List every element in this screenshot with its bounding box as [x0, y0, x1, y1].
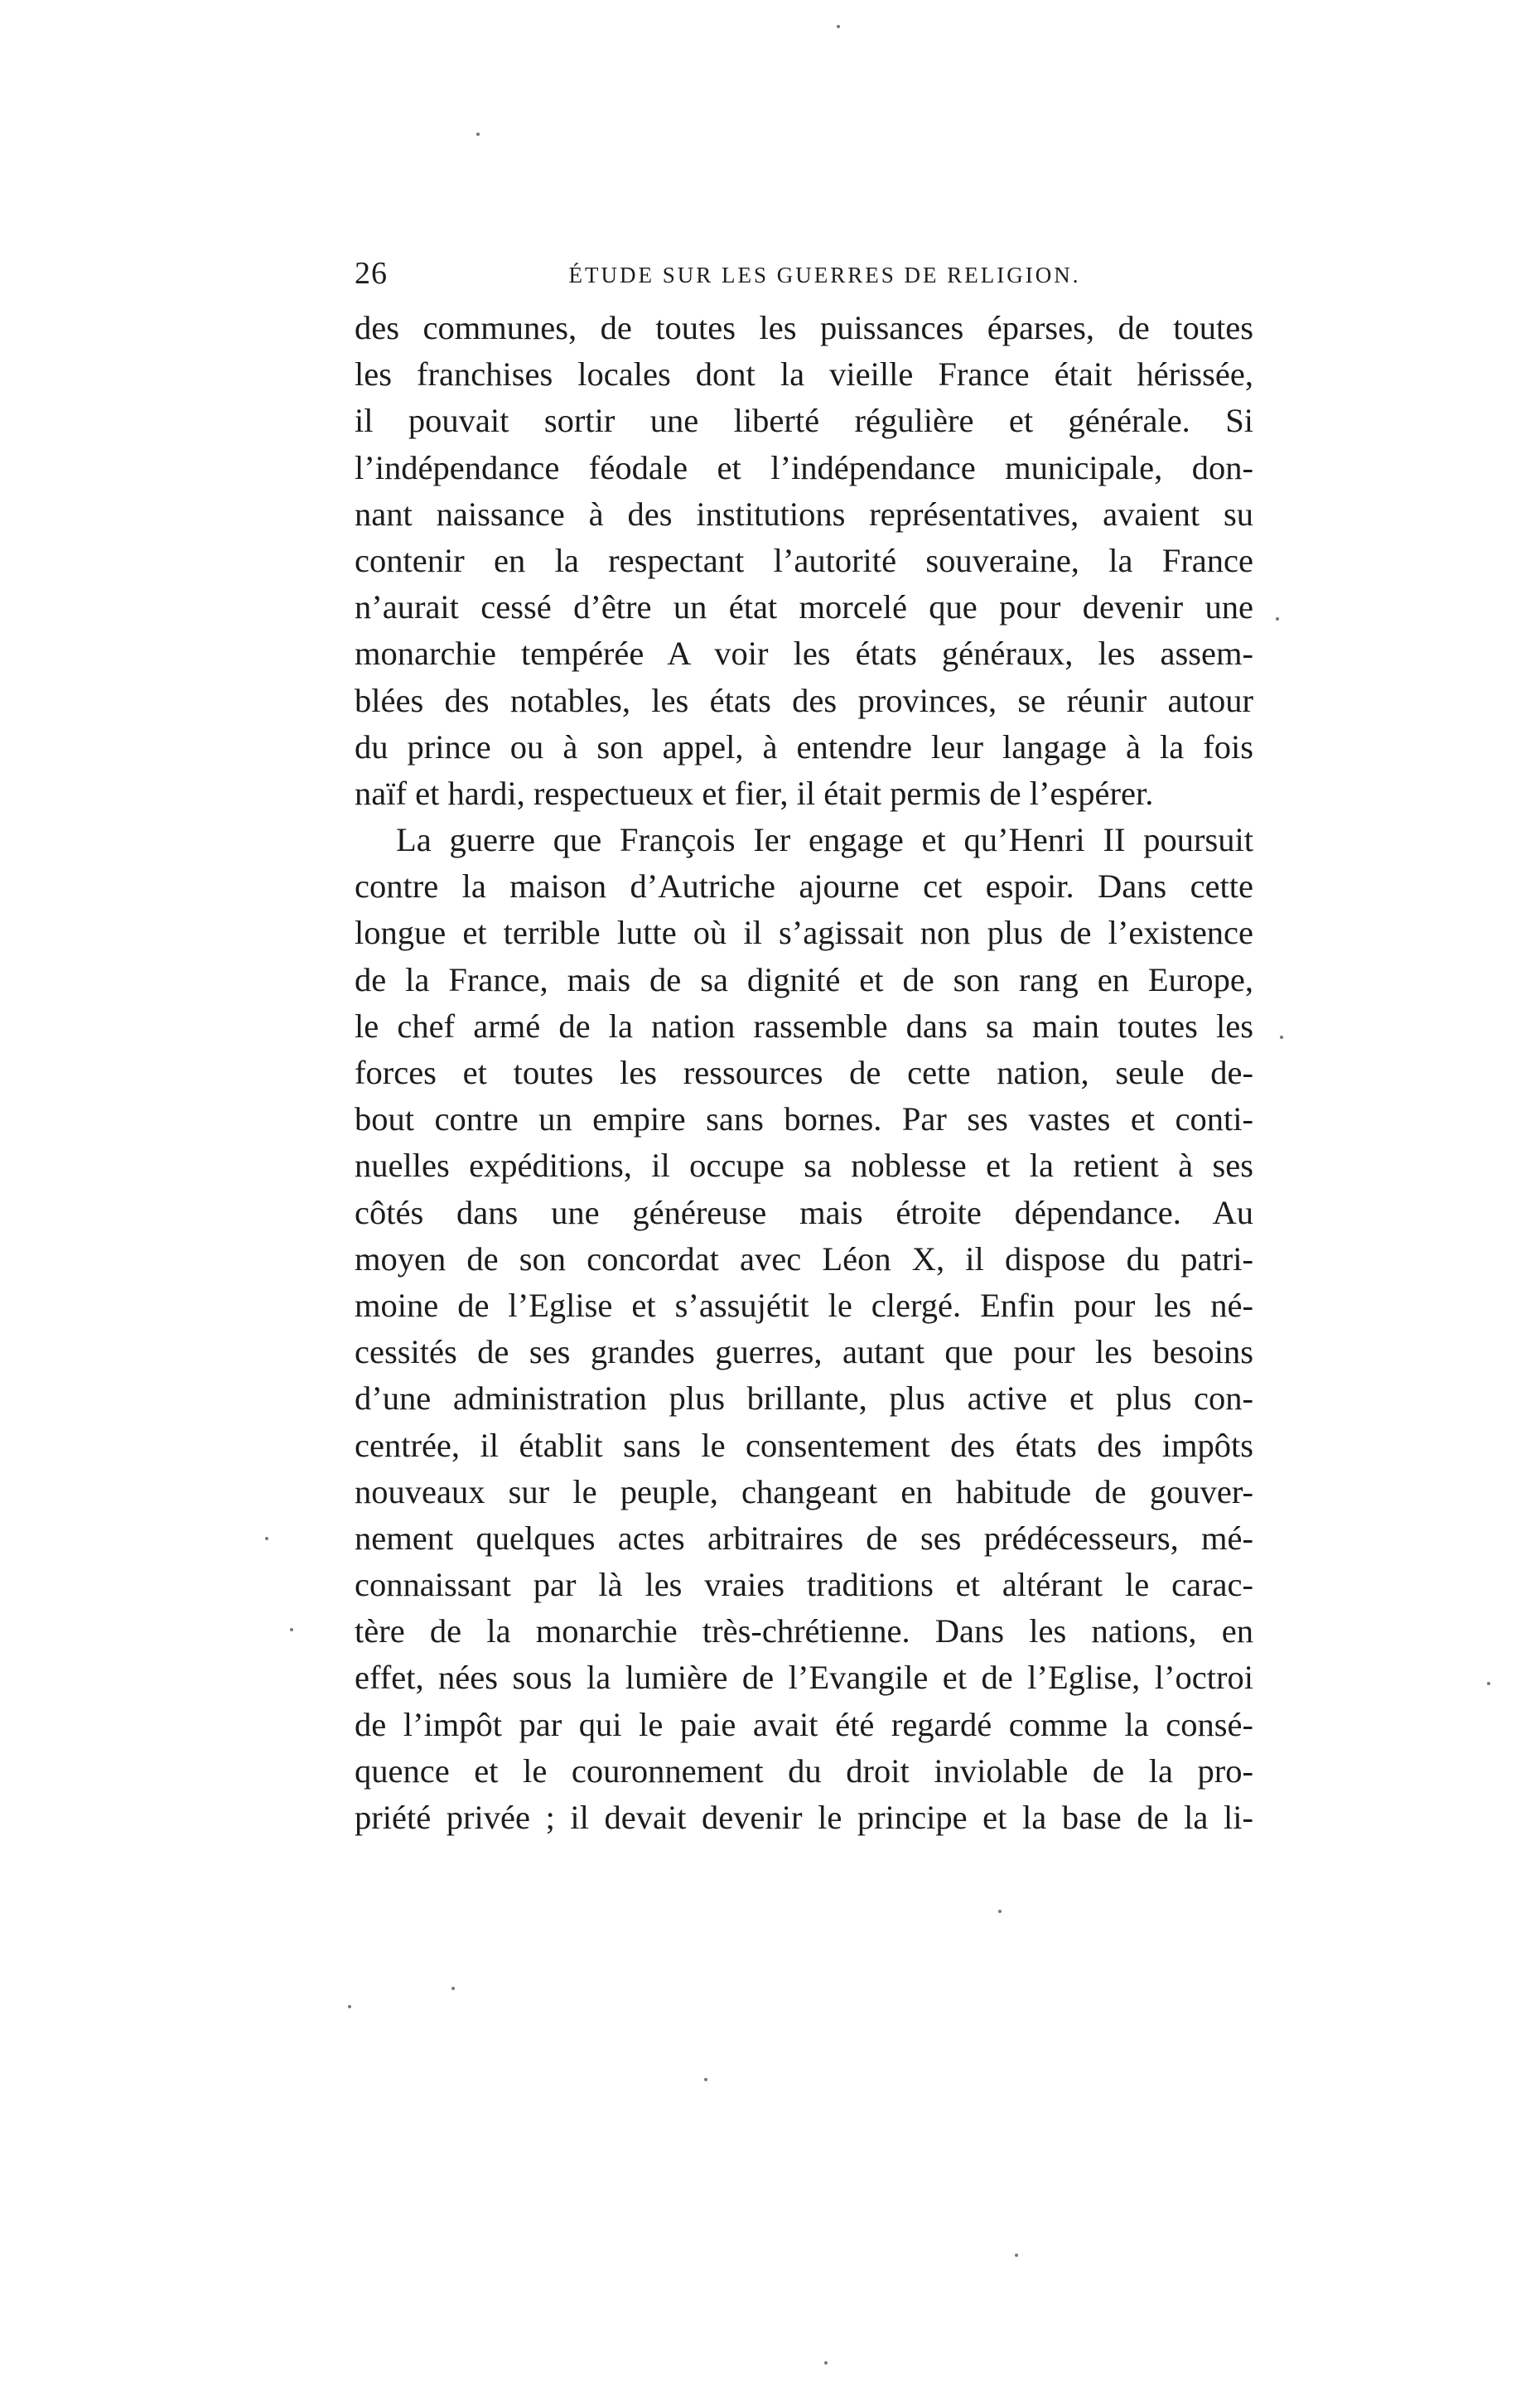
- text-line: de l’impôt par qui le paie avait été regardé comme la consé-: [355, 1705, 1253, 1743]
- scan-speck: [451, 1987, 455, 1990]
- text-line: naïf et hardi, respectueux et fier, il était permis de l’espérer.: [355, 774, 1154, 812]
- text-line: centrée, il établit sans le consentement des états des impôts: [355, 1426, 1253, 1464]
- text-line: connaissant par là les vraies traditions et altérant le carac-: [355, 1566, 1253, 1604]
- scan-speck: [837, 25, 840, 28]
- text-line: du prince ou à son appel, à entendre leur langage à la fois: [355, 727, 1253, 766]
- scan-speck: [998, 1910, 1002, 1913]
- text-line: de la France, mais de sa dignité et de son rang en Europe,: [355, 960, 1253, 998]
- page-header: [355, 253, 1249, 294]
- text-line: l’indépendance féodale et l’indépendance municipale, don-: [355, 448, 1253, 486]
- scan-speck: [265, 1537, 268, 1540]
- text-line: il pouvait sortir une liberté régulière et générale. Si: [355, 402, 1253, 440]
- text-line: contenir en la respectant l’autorité souveraine, la France: [355, 541, 1253, 579]
- text-line: priété privée ; il devait devenir le principe et la base de la li-: [355, 1799, 1253, 1836]
- text-line: n’aurait cessé d’être un état morcelé que pour devenir une: [355, 588, 1253, 626]
- scan-speck: [1276, 617, 1279, 621]
- text-line: quence et le couronnement du droit inviolable de la pro-: [355, 1751, 1253, 1790]
- body-text: [355, 305, 1253, 1841]
- text-line: effet, nées sous la lumière de l’Evangile et de l’Eglise, l’octroi: [355, 1659, 1253, 1697]
- scan-speck: [824, 2361, 828, 2365]
- scan-speck: [1015, 2254, 1018, 2257]
- text-line: nement quelques actes arbitraires de ses prédécesseurs, mé-: [355, 1519, 1253, 1557]
- text-line: longue et terrible lutte où il s’agissait non plus de l’existence: [355, 914, 1253, 952]
- scan-speck: [290, 1628, 293, 1631]
- text-line: le chef armé de la nation rassemble dans sa main toutes les: [355, 1007, 1253, 1045]
- paragraph-first-line: La guerre que François Ier engage et qu’Henri II poursuit: [396, 821, 1253, 859]
- text-line: contre la maison d’Autriche ajourne cet espoir. Dans cette: [355, 867, 1253, 906]
- text-line: nant naissance à des institutions représentatives, avaient su: [355, 495, 1253, 533]
- text-line: des communes, de toutes les puissances éparses, de toutes: [355, 309, 1253, 346]
- text-line: monarchie tempérée A voir les états généraux, les assem-: [355, 635, 1253, 673]
- text-line: côtés dans une généreuse mais étroite dépendance. Au: [355, 1193, 1253, 1231]
- text-line: moine de l’Eglise et s’assujétit le clergé. Enfin pour les né-: [355, 1286, 1253, 1324]
- text-line: cessités de ses grandes guerres, autant que pour les besoins: [355, 1333, 1253, 1371]
- text-line: bout contre un empire sans bornes. Par ses vastes et conti-: [355, 1100, 1253, 1138]
- text-line: les franchises locales dont la vieille France était hérissée,: [355, 355, 1253, 394]
- scan-speck: [1280, 1036, 1283, 1039]
- text-line: forces et toutes les ressources de cette nation, seule de-: [355, 1054, 1253, 1091]
- scan-speck: [476, 133, 480, 136]
- text-line: moyen de son concordat avec Léon X, il dispose du patri-: [355, 1239, 1253, 1278]
- page-number: 26: [355, 256, 388, 291]
- text-line: tère de la monarchie très-chrétienne. Dans les nations, en: [355, 1612, 1253, 1650]
- scan-speck: [348, 2005, 351, 2008]
- text-line: blées des notables, les états des provinces, se réunir autour: [355, 681, 1253, 719]
- text-line: d’une administration plus brillante, plus active et plus con-: [355, 1379, 1253, 1418]
- scan-speck: [1487, 1682, 1490, 1685]
- text-line: nuelles expéditions, il occupe sa noblesse et la retient à ses: [355, 1147, 1253, 1185]
- running-title: ÉTUDE SUR LES GUERRES DE RELIGION.: [568, 263, 1081, 287]
- text-line: nouveaux sur le peuple, changeant en habitude de gouver-: [355, 1472, 1253, 1510]
- scan-speck: [704, 2078, 707, 2081]
